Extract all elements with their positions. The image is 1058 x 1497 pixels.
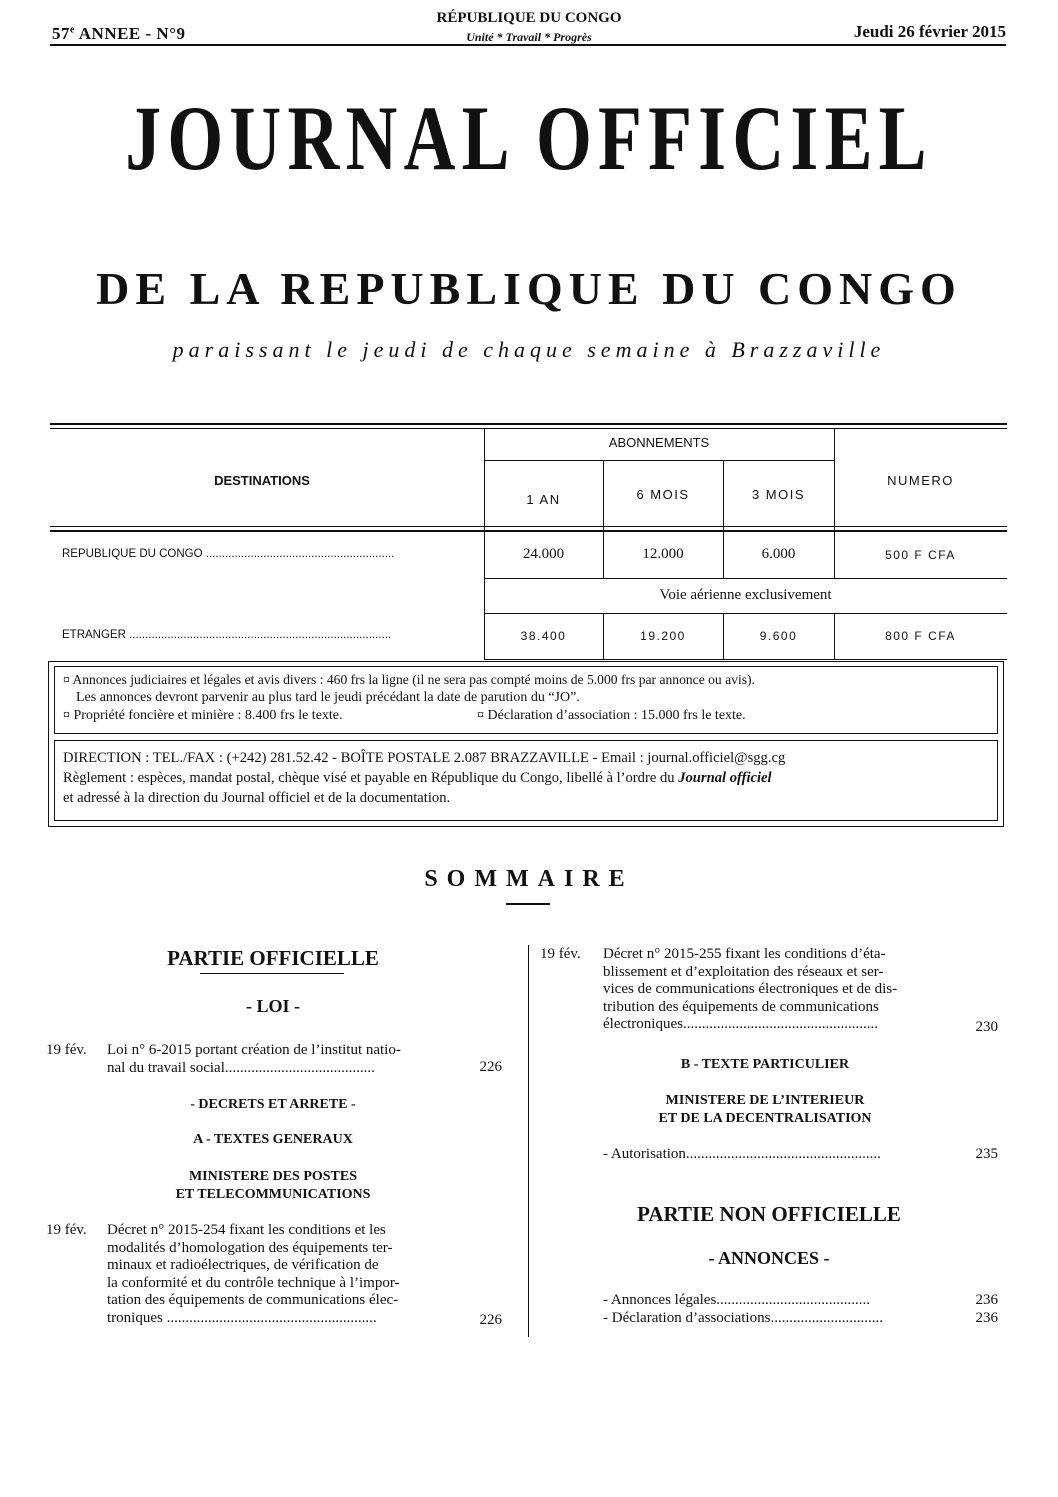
abonnements-header: ABONNEMENTS bbox=[608, 435, 710, 450]
notice-pricing bbox=[54, 666, 998, 734]
issue-date: Jeudi 26 février 2015 bbox=[853, 22, 1006, 41]
annonces-legales-entry-text: - Annonces légales......................................... bbox=[603, 1292, 871, 1308]
masthead-subtitle: DE LA REPUBLIQUE DU CONGO bbox=[96, 263, 962, 314]
loi-entry-page: 226 bbox=[479, 1059, 502, 1075]
notice-delai: Les annonces devront parvenir au plus tard le jeudi précédant la date de parution du “JO”. bbox=[76, 690, 580, 705]
loi-entry-text: Loi n° 6-2015 portant création de l’institut natio- nal du travail social........................................ bbox=[107, 1042, 401, 1076]
entry-date: 19 fév. bbox=[46, 1222, 87, 1238]
table-rule bbox=[50, 428, 1007, 429]
price-etranger-3mois: 9.600 bbox=[759, 629, 798, 643]
ministere-interieur-title: MINISTERE DE L’INTERIEUR ET DE LA DECENTRALISATION bbox=[658, 1093, 872, 1126]
section-rule bbox=[200, 973, 344, 974]
price-congo-6mois: 12.000 bbox=[642, 546, 684, 562]
decret-255-entry-page: 230 bbox=[975, 1019, 998, 1035]
notice-direction bbox=[54, 740, 998, 821]
price-congo-3mois: 6.000 bbox=[761, 546, 796, 562]
numero-etranger: 800 F CFA bbox=[885, 629, 956, 643]
declaration-assoc-entry-page: 236 bbox=[975, 1310, 998, 1326]
national-motto: Unité * Travail * Progrès bbox=[466, 30, 592, 44]
partie-non-officielle-title: PARTIE NON OFFICIELLE bbox=[637, 1202, 901, 1226]
decret-255-entry-text: Décret n° 2015-255 fixant les conditions d’éta- blissement et d’exploitation des réseaux et ser- vices de communications électroniques et de dis- tribution des équipements de communications électroniques.................................................... bbox=[603, 946, 898, 1032]
table-rule bbox=[50, 526, 1007, 527]
table-rule bbox=[484, 428, 485, 659]
table-rule bbox=[484, 659, 1007, 660]
declaration-assoc-entry-text: - Déclaration d’associations.............................. bbox=[603, 1310, 883, 1326]
annonces-title: - ANNONCES - bbox=[708, 1248, 830, 1268]
entry-date: 19 fév. bbox=[540, 946, 581, 962]
notice-fees: ¤ Propriété foncière et minière : 8.400 frs le texte. ¤ Déclaration d’association : 15.000 frs le texte. bbox=[63, 708, 746, 723]
decret-254-entry-page: 226 bbox=[479, 1312, 502, 1328]
destination-congo: REPUBLIQUE DU CONGO ........................................................... bbox=[62, 548, 395, 560]
table-rule bbox=[484, 578, 1007, 579]
republic-name: RÉPUBLIQUE DU CONGO bbox=[436, 10, 622, 26]
table-rule bbox=[484, 460, 834, 461]
ministere-postes-title: MINISTERE DES POSTES ET TELECOMMUNICATIONS bbox=[175, 1169, 371, 1202]
destination-etranger: ETRANGER .................................................................................. bbox=[62, 629, 392, 641]
payment-address: et adressé à la direction du Journal officiel et de la documentation. bbox=[63, 790, 451, 806]
direction-contact: DIRECTION : TEL./FAX : (+242) 281.52.42 - BOÎTE POSTALE 2.087 BRAZZAVILLE - Email : journal.officiel@sgg.cg bbox=[63, 750, 786, 766]
autorisation-entry-page: 235 bbox=[975, 1146, 998, 1162]
period-1an: 1 AN bbox=[526, 492, 561, 507]
column-divider bbox=[528, 945, 529, 1337]
masthead-tagline: paraissant le jeudi de chaque semaine à Brazzaville bbox=[172, 337, 886, 362]
issue-number: 57e ANNEE - N°9 bbox=[52, 24, 186, 43]
price-etranger-1an: 38.400 bbox=[520, 629, 567, 643]
notice-annonces: ¤ Annonces judiciaires et légales et avis divers : 460 frs la ligne (il ne sera pas compté moins de 5.000 frs par annonce ou avis). bbox=[63, 672, 755, 687]
decrets-title: - DECRETS ET ARRETE - bbox=[190, 1097, 356, 1112]
payment-terms: Règlement : espèces, mandat postal, chèque visé et payable en République du Congo, libellé à l’ordre du Journal officiel bbox=[63, 770, 772, 786]
annonces-legales-entry-page: 236 bbox=[975, 1292, 998, 1308]
period-3mois: 3 MOIS bbox=[751, 487, 806, 502]
air-mail-note: Voie aérienne exclusivement bbox=[659, 587, 832, 603]
autorisation-entry-text: - Autorisation.................................................... bbox=[603, 1146, 881, 1162]
entry-date: 19 fév. bbox=[46, 1042, 87, 1058]
table-rule bbox=[50, 423, 1007, 425]
texte-particulier-title: B - TEXTE PARTICULIER bbox=[680, 1057, 850, 1072]
numero-header: NUMERO bbox=[887, 473, 954, 488]
textes-generaux-title: A - TEXTES GENERAUX bbox=[193, 1132, 353, 1147]
table-rule bbox=[484, 613, 1007, 614]
sommaire-title: SOMMAIRE bbox=[424, 866, 634, 892]
sommaire-rule bbox=[506, 903, 550, 905]
header-rule bbox=[50, 44, 1006, 46]
table-rule bbox=[50, 530, 1007, 532]
loi-title: - LOI - bbox=[246, 996, 300, 1016]
decret-254-entry-text: Décret n° 2015-254 fixant les conditions et les modalités d’homologation des équipements ter- minaux et radioélectriques, de vérification de la conformité et du contrôle technique à l’impor- tation des équipements de communications élec- troniques ........................................................ bbox=[107, 1222, 400, 1326]
destinations-header: DESTINATIONS bbox=[214, 473, 310, 488]
period-6mois: 6 MOIS bbox=[636, 487, 690, 502]
price-congo-1an: 24.000 bbox=[522, 546, 565, 562]
numero-congo: 500 F CFA bbox=[885, 548, 956, 562]
partie-officielle-title: PARTIE OFFICIELLE bbox=[167, 946, 379, 970]
price-etranger-6mois: 19.200 bbox=[640, 629, 686, 643]
masthead-title: JOURNAL OFFICIEL bbox=[125, 87, 933, 189]
